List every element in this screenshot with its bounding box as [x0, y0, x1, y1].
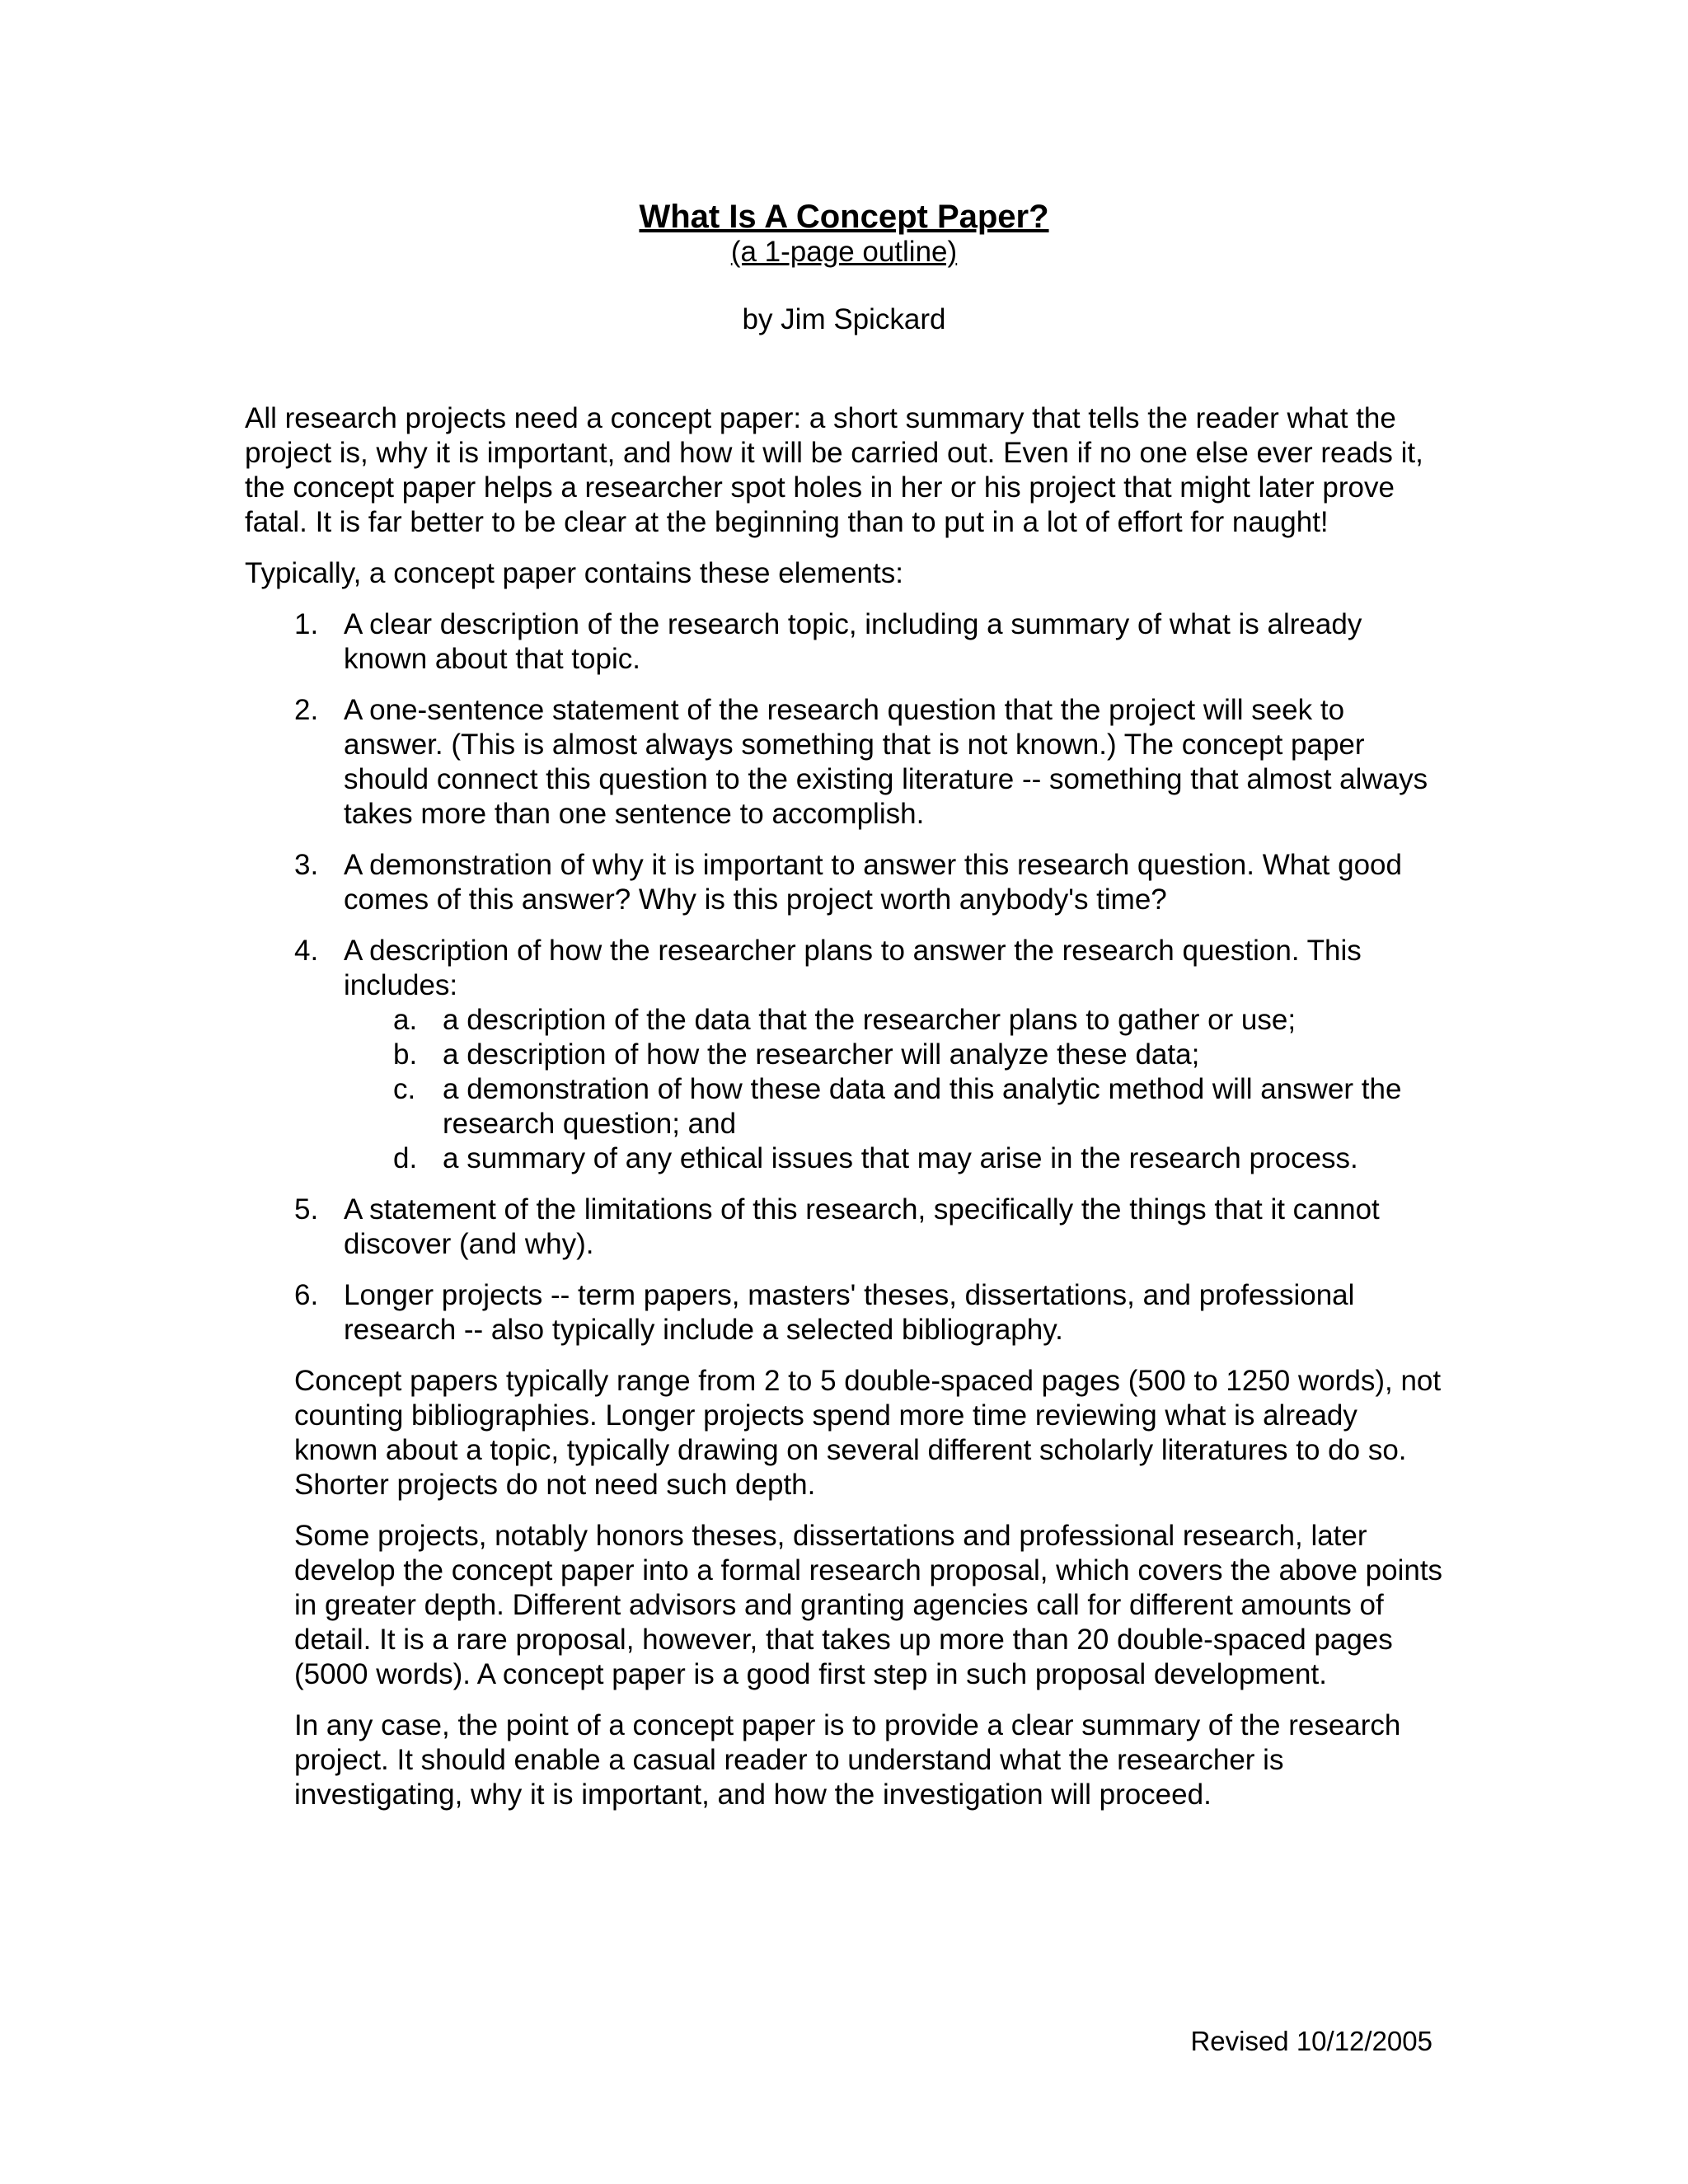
list-item — [245, 848, 1432, 917]
sub-list-item — [344, 1003, 1432, 1038]
sub-list-item-text: a demonstration of how these data and this analytic method will answer the research question; and — [443, 1073, 1402, 1140]
sub-list-item-letter: d. — [393, 1142, 418, 1174]
revision-date: Revised 10/12/2005 — [1190, 2026, 1432, 2056]
sub-list-item-letter: c. — [393, 1073, 416, 1105]
sub-list-item — [344, 1038, 1432, 1072]
document-body — [245, 401, 1448, 1829]
sub-list-item — [344, 1072, 1432, 1141]
document-author: by Jim Spickard — [742, 303, 946, 335]
sub-list-item-text: a summary of any ethical issues that may arise in the research process. — [443, 1142, 1358, 1174]
length-paragraph: Concept papers typically range from 2 to 5 double-spaced pages (500 to 1250 words), not counting bibliographies. Longer projects spend more time reviewing what is already known about a topic, typically drawing on several different scholarly literatures to do so. Shorter projects do not need such depth. — [294, 1365, 1442, 1501]
list-item-text: A statement of the limitations of this research, specifically the things that it cannot discover (and why). — [344, 1193, 1380, 1260]
document-title: What Is A Concept Paper? — [639, 199, 1049, 235]
sub-list-item — [344, 1141, 1432, 1176]
list-item — [245, 1193, 1432, 1262]
sub-list-item-text: a description of how the researcher will analyze these data; — [443, 1038, 1200, 1071]
list-item — [245, 934, 1432, 1176]
list-item-text: Longer projects -- term papers, masters' theses, dissertations, and professional research -- also typically include a selected bibliography. — [344, 1279, 1355, 1346]
list-item — [245, 1278, 1432, 1347]
sub-list — [344, 1003, 1432, 1176]
list-item-text: A description of how the researcher plans to answer the research question. This includes: — [344, 935, 1362, 1001]
sub-list-item-letter: b. — [393, 1038, 418, 1071]
sub-list-item-text: a description of the data that the researcher plans to gather or use; — [443, 1004, 1296, 1036]
intro-paragraph: All research projects need a concept paper: a short summary that tells the reader what the project is, why it is important, and how it will be carried out. Even if no one else ever reads it, the concept paper helps a researcher spot holes in her or his project that might later prove fatal. It is far better to be clear at the beginning than to put in a lot of effort for naught! — [245, 402, 1423, 538]
list-item-number: 1. — [294, 608, 319, 640]
sub-list-item-letter: a. — [393, 1004, 418, 1036]
document-subtitle: (a 1-page outline) — [730, 236, 958, 268]
list-item-text: A demonstration of why it is important to answer this research question. What good comes of this answer? Why is this project worth anybody's time? — [344, 849, 1402, 916]
list-item-number: 6. — [294, 1279, 319, 1311]
elements-list — [245, 607, 1448, 1347]
list-item-number: 5. — [294, 1193, 319, 1226]
lead-in-paragraph: Typically, a concept paper contains these elements: — [245, 557, 903, 589]
list-item-number: 4. — [294, 935, 319, 967]
list-item-number: 3. — [294, 849, 319, 881]
list-item-text: A clear description of the research topic, including a summary of what is already known about that topic. — [344, 608, 1362, 675]
proposal-paragraph: Some projects, notably honors theses, dissertations and professional research, later develop the concept paper into a formal research proposal, which covers the above points in greater depth. Different advisors and granting agencies call for different amounts of detail. It is a rare proposal, however, that takes up more than 20 double-spaced pages (5000 words). A concept paper is a good first step in such proposal development. — [294, 1520, 1443, 1690]
list-item-number: 2. — [294, 694, 319, 726]
list-item — [245, 607, 1432, 677]
list-item-text: A one-sentence statement of the research question that the project will seek to answer. (This is almost always something that is not known.) The concept paper should connect this question to the existing literature -- something that almost always takes more than one sentence to accomplish. — [344, 694, 1428, 830]
list-item — [245, 693, 1432, 832]
conclusion-paragraph: In any case, the point of a concept paper is to provide a clear summary of the research project. It should enable a casual reader to understand what the researcher is investigating, why it is important, and how the investigation will proceed. — [294, 1709, 1401, 1811]
